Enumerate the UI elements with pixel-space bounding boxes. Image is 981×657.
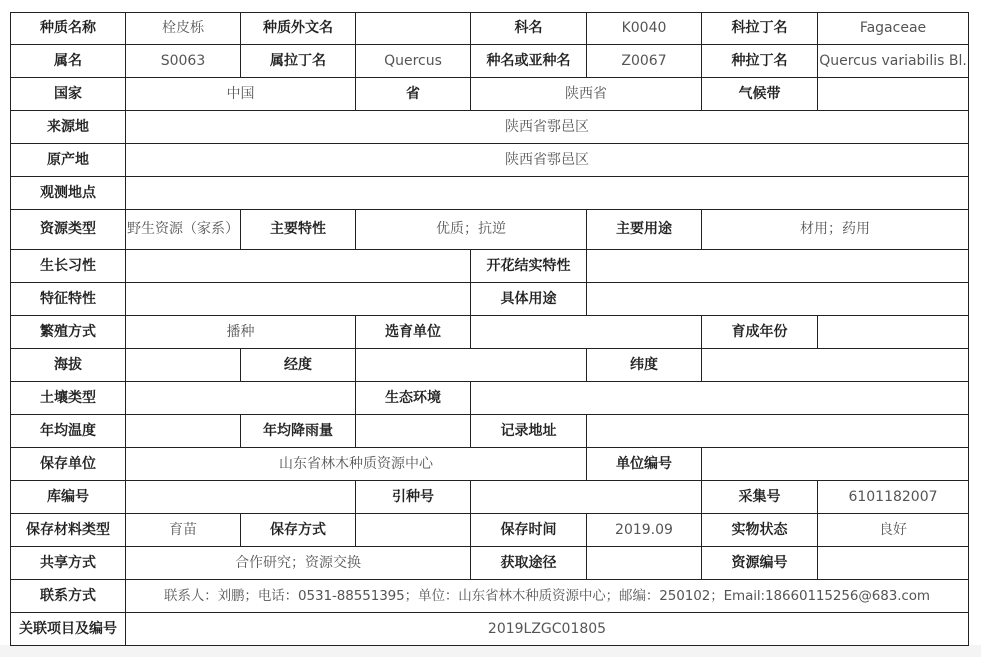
record-addr-label: 记录地址 [471, 415, 587, 448]
latitude-value [702, 349, 969, 382]
table-row [11, 45, 969, 78]
genus-label: 属名 [11, 45, 126, 78]
record-addr-value [587, 415, 969, 448]
table-row [11, 250, 969, 283]
breeding-year-value [818, 316, 969, 349]
country-value: 中国 [126, 78, 356, 111]
intro-code-value [471, 481, 702, 514]
climate-value [818, 78, 969, 111]
collect-code-label: 采集号 [702, 481, 818, 514]
table-row [11, 177, 969, 210]
table-row [11, 415, 969, 448]
family-label: 科名 [471, 13, 587, 45]
species-latin-value: Quercus variabilis Bl. [818, 45, 969, 78]
growth-label: 生长习性 [11, 250, 126, 283]
collect-code-value: 6101182007 [818, 481, 969, 514]
table-row [11, 448, 969, 481]
longitude-value [356, 349, 587, 382]
origin-value: 陕西省鄠邑区 [126, 144, 969, 177]
altitude-value [126, 349, 241, 382]
family-value: K0040 [587, 13, 702, 45]
lib-code-label: 库编号 [11, 481, 126, 514]
eco-value [471, 382, 969, 415]
genus-latin-value: Quercus [356, 45, 471, 78]
table-row [11, 514, 969, 547]
main-use-value: 材用；药用 [702, 210, 969, 250]
source-value: 陕西省鄠邑区 [126, 111, 969, 144]
table-row [11, 316, 969, 349]
specific-use-value [587, 283, 969, 316]
province-value: 陕西省 [471, 78, 702, 111]
observation-label: 观测地点 [11, 177, 126, 210]
soil-label: 土壤类型 [11, 382, 126, 415]
specific-use-label: 具体用途 [471, 283, 587, 316]
main-traits-label: 主要特性 [241, 210, 356, 250]
table-row [11, 111, 969, 144]
resource-type-label: 资源类型 [11, 210, 126, 250]
flowering-label: 开花结实特性 [471, 250, 587, 283]
germplasm-info-table [10, 12, 969, 646]
flowering-value [587, 250, 969, 283]
unit-code-value [702, 448, 969, 481]
main-use-label: 主要用途 [587, 210, 702, 250]
species-value: Z0067 [587, 45, 702, 78]
status-value: 良好 [818, 514, 969, 547]
germplasm-name-value: 栓皮栎 [126, 13, 241, 45]
table-row [11, 78, 969, 111]
project-label: 关联项目及编号 [11, 613, 126, 646]
genus-latin-label: 属拉丁名 [241, 45, 356, 78]
features-value [126, 283, 471, 316]
material-label: 保存材料类型 [11, 514, 126, 547]
table-row [11, 580, 969, 613]
latitude-label: 纬度 [587, 349, 702, 382]
soil-value [126, 382, 356, 415]
foreign-name-label: 种质外文名 [241, 13, 356, 45]
acquire-value [587, 547, 702, 580]
intro-code-label: 引种号 [356, 481, 471, 514]
observation-value [126, 177, 969, 210]
lib-code-value [126, 481, 356, 514]
table-row [11, 349, 969, 382]
source-label: 来源地 [11, 111, 126, 144]
method-label: 保存方式 [241, 514, 356, 547]
main-traits-value: 优质；抗逆 [356, 210, 587, 250]
table-row [11, 481, 969, 514]
rain-label: 年均降雨量 [241, 415, 356, 448]
status-label: 实物状态 [702, 514, 818, 547]
unit-code-label: 单位编号 [587, 448, 702, 481]
table-row [11, 210, 969, 250]
res-code-value [818, 547, 969, 580]
species-latin-label: 种拉丁名 [702, 45, 818, 78]
species-label: 种名或亚种名 [471, 45, 587, 78]
share-label: 共享方式 [11, 547, 126, 580]
altitude-label: 海拔 [11, 349, 126, 382]
method-value [356, 514, 471, 547]
rain-value [356, 415, 471, 448]
table-row [11, 144, 969, 177]
germplasm-name-label: 种质名称 [11, 13, 126, 45]
temp-value [126, 415, 241, 448]
propagation-value: 播种 [126, 316, 356, 349]
growth-value [126, 250, 471, 283]
contact-value: 联系人：刘鹏；电话：0531-88551395；单位：山东省林木种质资源中心；邮编：250102；Email:18660115256@683.com [126, 580, 969, 613]
longitude-label: 经度 [241, 349, 356, 382]
temp-label: 年均温度 [11, 415, 126, 448]
table-row [11, 547, 969, 580]
res-code-label: 资源编号 [702, 547, 818, 580]
share-value: 合作研究；资源交换 [126, 547, 471, 580]
eco-label: 生态环境 [356, 382, 471, 415]
origin-label: 原产地 [11, 144, 126, 177]
genus-value: S0063 [126, 45, 241, 78]
table-row [11, 13, 969, 45]
project-value: 2019LZGC01805 [126, 613, 969, 646]
features-label: 特征特性 [11, 283, 126, 316]
breeding-unit-value [471, 316, 702, 349]
resource-type-value: 野生资源（家系） [126, 210, 241, 250]
climate-label: 气候带 [702, 78, 818, 111]
acquire-label: 获取途径 [471, 547, 587, 580]
breeding-unit-label: 选育单位 [356, 316, 471, 349]
time-label: 保存时间 [471, 514, 587, 547]
material-value: 育苗 [126, 514, 241, 547]
foreign-name-value [356, 13, 471, 45]
family-latin-value: Fagaceae [818, 13, 969, 45]
breeding-year-label: 育成年份 [702, 316, 818, 349]
contact-label: 联系方式 [11, 580, 126, 613]
country-label: 国家 [11, 78, 126, 111]
propagation-label: 繁殖方式 [11, 316, 126, 349]
keeper-label: 保存单位 [11, 448, 126, 481]
table-row [11, 283, 969, 316]
keeper-value: 山东省林木种质资源中心 [126, 448, 587, 481]
table-row [11, 613, 969, 646]
province-label: 省 [356, 78, 471, 111]
time-value: 2019.09 [587, 514, 702, 547]
family-latin-label: 科拉丁名 [702, 13, 818, 45]
table-row [11, 382, 969, 415]
